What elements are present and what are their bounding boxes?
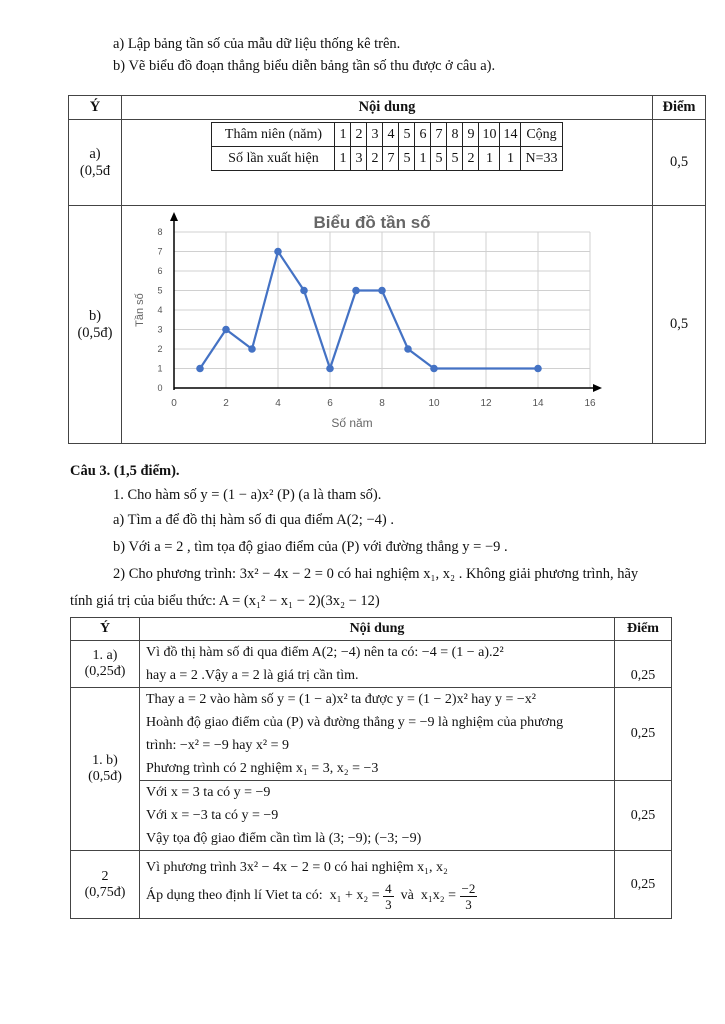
- freq-year-cell: 4: [383, 123, 399, 147]
- freq-year-cell: 6: [415, 123, 431, 147]
- y-tick-label: 1: [157, 363, 163, 374]
- freq-count-cell: N=33: [521, 147, 562, 171]
- freq-count-cell: 3: [351, 147, 367, 171]
- y-tick-label: 3: [157, 324, 163, 335]
- data-point: [352, 287, 360, 295]
- freq-table-cell: [122, 120, 653, 206]
- x-tick-label: 12: [480, 398, 492, 409]
- t2-r3-line2: [146, 879, 608, 913]
- y-tick-label: 7: [157, 246, 163, 257]
- freq-year-cell: 10: [479, 123, 500, 147]
- t2-r1-score: 0,25: [615, 641, 672, 688]
- t2-r3-label-text: 2: [101, 868, 109, 884]
- t2-r2-label-text: 1. b): [92, 753, 118, 768]
- t2-r2-line1: Thay a = 2 vào hàm số y = (1 − a)x² ta được y = (1 − 2)x² hay y = −x²: [146, 692, 536, 707]
- x-tick-label: 2: [223, 398, 229, 409]
- x-axis-label: Số năm: [331, 416, 373, 430]
- t2-r1-content: [140, 641, 615, 688]
- cau3-q1b: b) Với a = 2 , tìm tọa độ giao điểm của (P) với đường thẳng y = −9 .: [113, 539, 508, 555]
- t2-r1-label-text: 1. a): [92, 648, 118, 663]
- freq-row2-header: Số lần xuất hiện: [212, 147, 335, 171]
- y-tick-label: 5: [157, 285, 163, 296]
- t2-r2-line7: Vậy tọa độ giao điểm cần tìm là (3; −9); (−3; −9): [146, 831, 422, 846]
- freq-count-cell: 1: [479, 147, 500, 171]
- t2-r2-line4: Phương trình có 2 nghiệm x₁ = 3, x₂ = −3: [146, 761, 379, 776]
- t2-header-y: Ý: [71, 618, 140, 641]
- freq-count-cell: 7: [383, 147, 399, 171]
- freq-year-cell: 9: [463, 123, 479, 147]
- freq-year-cell: 3: [367, 123, 383, 147]
- freq-count-cell: 2: [463, 147, 479, 171]
- row-a-label-text: a): [89, 145, 101, 162]
- t2-r2-line6: Với x = −3 ta có y = −9: [146, 808, 279, 823]
- t2-r3-score: 0,25: [615, 851, 672, 919]
- data-point: [222, 326, 230, 334]
- x-tick-label: 6: [327, 398, 333, 409]
- t2-header-score: Điểm: [615, 618, 672, 641]
- freq-year-cell: 1: [335, 123, 351, 147]
- t2-r2-sub: (0,5đ): [88, 769, 122, 784]
- t2-r2-line5: Với x = 3 ta có y = −9: [146, 785, 271, 800]
- x-tick-label: 8: [379, 398, 385, 409]
- t2-r3-label: [71, 851, 140, 919]
- answer-table-1: [68, 95, 706, 444]
- fraction-1: [383, 881, 394, 912]
- y-tick-label: 2: [157, 344, 163, 354]
- t2-r1-line2: hay a = 2 .Vậy a = 2 là giá trị cần tìm.: [146, 668, 359, 683]
- freq-count-cell: 1: [335, 147, 351, 171]
- t2-r2-line3: trình: −x² = −9 hay x² = 9: [146, 738, 290, 753]
- y-tick-label: 4: [157, 305, 163, 315]
- row-a-label: [69, 120, 122, 206]
- cau3-q1a: a) Tìm a để đồ thị hàm số đi qua điểm A(2; −4) .: [113, 512, 394, 528]
- x-tick-label: 10: [428, 398, 440, 409]
- chart-title: Biểu đồ tần số: [313, 213, 431, 232]
- fraction-1-num: 4: [385, 880, 392, 896]
- freq-count-cell: 1: [500, 147, 521, 171]
- row-b-sub: (0,5đ): [77, 324, 113, 341]
- data-point: [300, 287, 308, 295]
- x-tick-label: 14: [532, 398, 544, 409]
- intro-line-b: b) Vẽ biểu đồ đoạn thẳng biểu diễn bảng tần số thu được ở câu a).: [113, 58, 496, 74]
- t2-r3-line1: Vì phương trình 3x² − 4x − 2 = 0 có hai nghiệm x₁, x₂: [146, 860, 448, 875]
- t2-r3-pre: Áp dụng theo định lí Viet ta có: x₁ + x₂ =: [146, 888, 384, 903]
- x-tick-label: 0: [171, 398, 177, 409]
- data-point: [248, 345, 256, 353]
- fraction-1-den: 3: [385, 896, 392, 912]
- x-tick-label: 4: [275, 398, 281, 409]
- t2-r2-line2: Hoành độ giao điểm của (P) và đường thẳng y = −9 là nghiệm của phương: [146, 715, 564, 730]
- t2-r1-line1: Vì đồ thị hàm số đi qua điểm A(2; −4) nên ta có: −4 = (1 − a).2²: [146, 645, 504, 660]
- header-score: Điểm: [653, 96, 706, 120]
- freq-year-cell: 7: [431, 123, 447, 147]
- freq-count-cell: 2: [367, 147, 383, 171]
- freq-year-cell: 2: [351, 123, 367, 147]
- freq-count-cell: 5: [431, 147, 447, 171]
- row-a-sub: (0,5đ: [79, 162, 111, 179]
- frequency-chart: [122, 206, 622, 438]
- t2-r3-mid: và x₁x₂ =: [393, 888, 460, 903]
- y-axis-label: Tần số: [134, 293, 146, 327]
- freq-count-cell: 1: [415, 147, 431, 171]
- y-tick-label: 8: [157, 227, 163, 237]
- t2-header-content: Nội dung: [140, 618, 615, 641]
- fraction-2-den: 3: [465, 896, 472, 912]
- data-point: [404, 345, 412, 353]
- t2-r2-score-2: 0,25: [615, 781, 672, 851]
- answer-table-2: [70, 617, 672, 919]
- freq-count-cell: 5: [399, 147, 415, 171]
- intro-line-a: a) Lập bảng tần số của mẫu dữ liệu thống kê trên.: [113, 36, 401, 52]
- header-y: Ý: [69, 96, 122, 120]
- chart-cell: [122, 206, 653, 444]
- t2-r2-content-2: [140, 781, 615, 851]
- t2-r3-sub: (0,75đ): [84, 884, 126, 900]
- row-a-score: 0,5: [653, 120, 706, 206]
- fraction-2: [460, 881, 478, 912]
- freq-year-cell: Cộng: [521, 123, 562, 147]
- x-tick-label: 16: [584, 398, 596, 409]
- cau3-q2: 2) Cho phương trình: 3x² − 4x − 2 = 0 có hai nghiệm x₁, x₂ . Không giải phương trình, hãy: [113, 566, 639, 582]
- row-b-label-text: b): [88, 307, 102, 324]
- frequency-table: [211, 122, 562, 171]
- y-tick-label: 6: [157, 266, 163, 276]
- freq-year-cell: 5: [399, 123, 415, 147]
- t2-r2-label: [71, 688, 140, 851]
- row-b-label: [69, 206, 122, 444]
- freq-year-cell: 8: [447, 123, 463, 147]
- row-b-score: 0,5: [653, 206, 706, 444]
- data-point: [534, 365, 542, 373]
- cau3-q1: 1. Cho hàm số y = (1 − a)x² (P) (a là tham số).: [113, 487, 382, 503]
- t2-r2-score-1: 0,25: [615, 688, 672, 781]
- cau3-q2b: tính giá trị của biểu thức: A = (x₁² − x₁ − 2)(3x₂ − 12): [70, 593, 380, 609]
- cau3-heading: Câu 3. (1,5 điểm).: [70, 463, 180, 479]
- t2-r2-content-1: [140, 688, 615, 781]
- t2-r3-content: [140, 851, 615, 919]
- header-content: Nội dung: [122, 96, 653, 120]
- y-tick-label: 0: [157, 383, 163, 393]
- data-point: [378, 287, 386, 295]
- x-axis-arrow: [593, 384, 602, 392]
- data-point: [274, 248, 282, 256]
- freq-row1-header: Thâm niên (năm): [212, 123, 335, 147]
- freq-year-cell: 14: [500, 123, 521, 147]
- t2-r1-sub: (0,25đ): [84, 664, 126, 679]
- data-point: [196, 365, 204, 373]
- data-point: [326, 365, 334, 373]
- t2-r1-label: [71, 641, 140, 688]
- y-axis-arrow: [170, 212, 178, 221]
- freq-count-cell: 5: [447, 147, 463, 171]
- fraction-2-num: −2: [461, 880, 476, 896]
- data-point: [430, 365, 438, 373]
